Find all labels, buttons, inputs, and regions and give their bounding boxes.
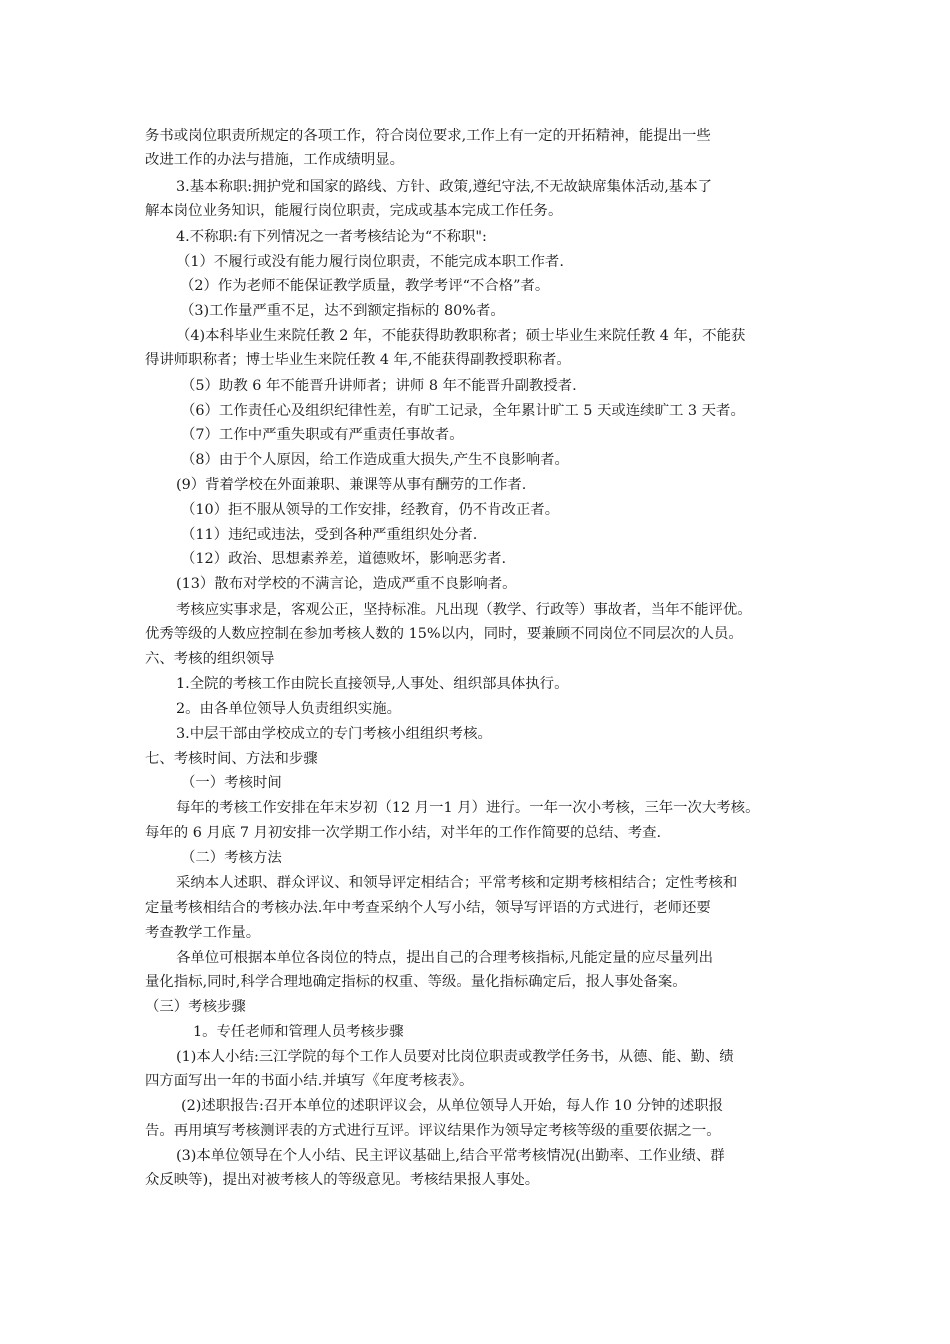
text-line: 告。再用填写考核测评表的方式进行互评。评议结果作为领导定考核等级的重要依据之一。	[145, 1123, 721, 1139]
text-line: 1.全院的考核工作由院长直接领导,人事处、组织部具体执行。	[176, 676, 569, 692]
text-line: 每年的 6 月底 7 月初安排一次学期工作小结，对半年的工作作简要的总结、考查.	[145, 825, 662, 841]
text-line: 3.基本称职:拥护党和国家的路线、方针、政策,遵纪守法,不无故缺席集体活动,基本了	[176, 179, 712, 195]
text-line: 2。由各单位领导人负责组织实施。	[176, 701, 402, 717]
text-line: 改进工作的办法与措施，工作成绩明显。	[145, 152, 405, 168]
subsection-heading: （一）考核时间	[181, 775, 282, 791]
text-line: （7）工作中严重失职或有严重责任事故者。	[181, 427, 464, 443]
text-line: 考核应实事求是，客观公正，坚持标准。凡出现（教学、行政等）事故者，当年不能评优。	[176, 602, 752, 618]
text-line: 各单位可根据本单位各岗位的特点，提出自己的合理考核指标,凡能定量的应尽量列出	[176, 950, 714, 966]
text-line: 量化指标,同时,科学合理地确定指标的权重、等级。量化指标确定后，报人事处备案。	[145, 974, 687, 990]
text-line: 每年的考核工作安排在年末岁初（12 月一1 月）进行。一年一次小考核，三年一次大考核。	[176, 800, 760, 816]
text-line: （2）作为老师不能保证教学质量，教学考评“不合格”者。	[180, 278, 550, 294]
text-line: （3)工作量严重不足，达不到额定指标的 80%者。	[180, 303, 505, 319]
text-line: （6）工作责任心及组织纪律性差，有旷工记录，全年累计旷工 5 天或连续旷工 3 天者。	[181, 403, 745, 419]
section-heading: 七、考核时间、方法和步骤	[145, 751, 318, 767]
section-heading: 六、考核的组织领导	[145, 651, 275, 667]
text-line: （12）政治、思想素养差，道德败坏，影响恶劣者.	[181, 551, 507, 567]
subsection-heading: （三）考核步骤	[145, 999, 246, 1015]
text-line: 众反映等)，提出对被考核人的等级意见。考核结果报人事处。	[145, 1172, 540, 1188]
text-line: 采纳本人述职、群众评议、和领导评定相结合；平常考核和定期考核相结合；定性考核和	[176, 875, 738, 891]
text-line: 务书或岗位职责所规定的各项工作，符合岗位要求,工作上有一定的开拓精神，能提出一些	[145, 128, 711, 144]
text-line: 解本岗位业务知识，能履行岗位职责，完成或基本完成工作任务。	[145, 203, 563, 219]
subsection-heading: （二）考核方法	[181, 850, 282, 866]
text-line: (13）散布对学校的不满言论，造成严重不良影响者。	[176, 576, 517, 592]
text-line: （1）不履行或没有能力履行岗位职责，不能完成本职工作者.	[176, 254, 564, 270]
text-line: (3)本单位领导在个人小结、民主评议基础上,结合平常考核情况(出勤率、工作业绩、群	[176, 1148, 725, 1164]
text-line: (9）背着学校在外面兼职、兼课等从事有酬劳的工作者.	[176, 477, 527, 493]
text-line: 四方面写出一年的书面小结.并填写《年度考核表》。	[145, 1073, 474, 1089]
text-line: （10）拒不服从领导的工作安排，经教育，仍不肯改正者。	[181, 502, 560, 518]
text-line: 得讲师职称者；博士毕业生来院任教 4 年,不能获得副教授职称者。	[145, 352, 571, 368]
text-line: 优秀等级的人数应控制在参加考核人数的 15%以内，同时，要兼顾不同岗位不同层次的人员。	[145, 626, 743, 642]
text-line: (1)本人小结:三江学院的每个工作人员要对比岗位职责或教学任务书，从德、能、勤、绩	[176, 1049, 734, 1065]
text-line: 定量考核相结合的考核办法.年中考查采纳个人写小结，领导写评语的方式进行，老师还要	[145, 900, 711, 916]
text-line: 1。专任老师和管理人员考核步骤	[193, 1024, 404, 1040]
text-line: （11）违纪或违法，受到各种严重组织处分者.	[181, 527, 478, 543]
text-line: （4)本科毕业生来院任教 2 年，不能获得助教职称者；硕士毕业生来院任教 4 年，不能获	[176, 328, 746, 344]
text-line: 4.不称职:有下列情况之一者考核结论为“不称职":	[176, 229, 487, 245]
text-line: （8）由于个人原因，给工作造成重大损失,产生不良影响者。	[181, 452, 569, 468]
text-line: 3.中层干部由学校成立的专门考核小组组织考核。	[176, 726, 492, 742]
text-line: (2)述职报告:召开本单位的述职评议会，从单位领导人开始，每人作 10 分钟的述职报	[181, 1098, 723, 1114]
text-line: （5）助教 6 年不能晋升讲师者；讲师 8 年不能晋升副教授者.	[181, 378, 577, 394]
text-line: 考查教学工作量。	[145, 925, 261, 941]
